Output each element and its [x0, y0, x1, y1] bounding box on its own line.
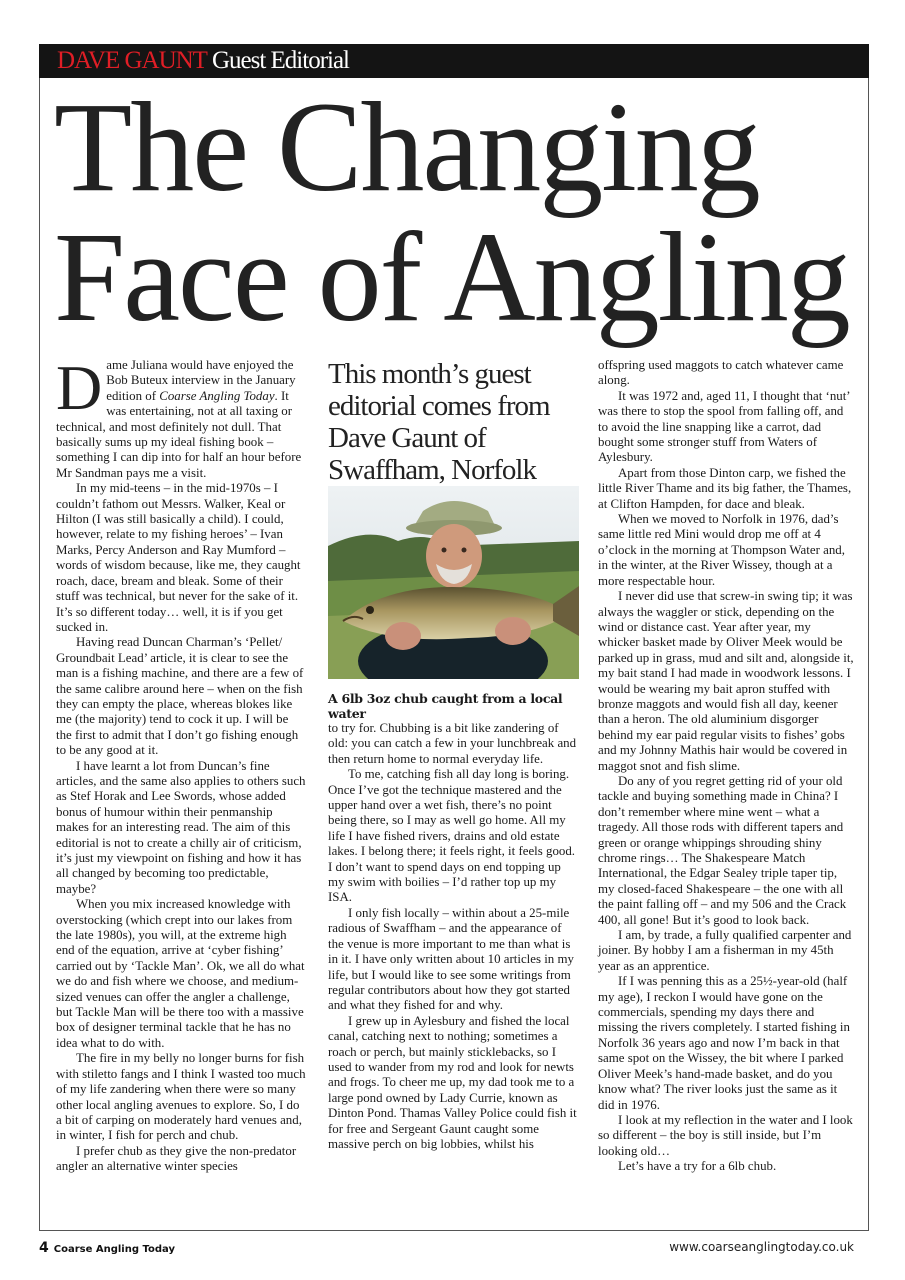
standfirst: This month’s guest editorial comes from Dave Gaunt of Swaffham, Norfolk: [328, 358, 550, 486]
paragraph: In my mid-teens – in the mid-1970s – I couldn’t fathom out Messrs. Walker, Keal or Hilton (I was still basically a child). I could, however, relate to my fishing heroes’ – Ivan Marks, Percy Anderson and Ray Mumford – words of wisdom because, like me, they caught roach, dace, bream and bleak. Some of their stuff was technical, but never for the sake of it. It’s so different today… well, it is if you get sucked in.: [56, 481, 301, 634]
chub-photo: [328, 486, 579, 679]
paragraph: Dame Juliana would have enjoyed the Bob Buteux interview in the January edition of Coarse Angling Today. It was entertaining, not at all taxing or technical, and most definitely not dull. That basically sums up my ideal fishing book – something I can dip into for half an hour before Mr Sandman pays me a visit.: [56, 352, 302, 480]
paragraph: Having read Duncan Charman’s ‘Pellet/ Groundbait Lead’ article, it is clear to see the man is a fishing machine, and there are a few of the same calibre around here – when on the fish they can empty the place, whereas blokes like me (the majority) tend to cock it up. I will be the first to admit that I don’t go fishing enough to be any good at it.: [56, 635, 304, 758]
paragraph: Do any of you regret getting rid of your old tackle and buying something made in China? I don’t remember where mine went – what a tragedy. All those rods with different tapers and green or orange whippings shrouding shiny chrome rings… The Shakespeare Match International, the Edgar Sealey triple taper tip, my closed-faced Shakespeare – the one with all the paint falling off – and my 506 and the Crack 400, all gone! But it’s good to look back.: [598, 773, 847, 927]
paragraph: The fire in my belly no longer burns for fish with stiletto fangs and I think I wasted too much of my life zandering when there were so many other local angling avenues to explore. So, I do a bit of carping on moderately hard venues and, in winter, I fish for perch and chub.: [56, 1051, 306, 1143]
paragraph: Let’s have a try for a 6lb chub.: [618, 1159, 777, 1174]
headline-line-1: The Changing: [54, 76, 759, 218]
paragraph: I grew up in Aylesbury and fished the local canal, catching next to nothing; sometimes a roach or perch, but mainly sticklebacks, so I used to wander from my rod and look for newts and frogs. To cheer me up, my dad took me to a large pond owned by Lady Currie, known as Dinton Pond. Thamas Valley Police could fish it for free and Sergeant Gaunt caught some massive perch on big lobbies, whilst his: [328, 1013, 577, 1151]
section-header: [39, 44, 869, 78]
paragraph: I have learnt a lot from Duncan’s fine articles, and the same also applies to others such as Stef Horak and Lee Swords, whose added bonus of humour within their penmanship makes for an interesting read. The aim of this editorial is not to create a chilly air of criticism, it’s just my viewpoint on fishing and how it has all changed by becoming too predictable, maybe?: [56, 758, 306, 896]
magazine-name: Coarse Angling Today: [53, 1244, 175, 1255]
page-number: 4: [39, 1240, 49, 1256]
drop-cap: D: [56, 352, 103, 423]
photo-caption: A 6lb 3oz chub caught from a local water: [328, 691, 563, 721]
paragraph: Apart from those Dinton carp, we fished the little River Thame and its big father, the Thames, at Clifton Hampden, for dace and bleak.: [598, 465, 852, 511]
article-column-3: [598, 358, 854, 1175]
headline-line-2: Face of Angling: [54, 206, 849, 348]
paragraph: I only fish locally – within about a 25-mile radious of Swaffham – and the appearance of the venue is more important to me than what is in it. I have only written about 10 articles in my life, but I would like to see some writings from regular contributors about how they got started and what they fished for and why.: [328, 905, 574, 1013]
paragraph: to try for. Chubbing is a bit like zandering of old: you can catch a few in your lunchbreak and then return home to normal everyday life.: [328, 721, 577, 766]
paragraph: When we moved to Norfolk in 1976, dad’s same little red Mini would drop me off at 4 o’clock in the morning at Thompson Water and, in the winter, at the River Wissey, though at a more respectable hour.: [598, 512, 845, 588]
paragraph: I prefer chub as they give the non-predator angler an alternative winter species: [56, 1143, 297, 1174]
paragraph: When you mix increased knowledge with overstocking (which crept into our lakes from the late 1980s), you will, at the extreme high end of the equation, arrive at ‘cyber fishing’ carried out by ‘Tackle Man’. Ok, we all do what we do and fish where we choose, and medium-sized venues can offer the angler a challenge, but Tackle Man will be there too with a massive box of designer terminal tackle that he has no idea what to do with.: [56, 897, 305, 1050]
section-label: Guest Editorial: [211, 47, 350, 74]
article-column-1: [56, 352, 307, 1175]
paragraph: I am, by trade, a fully qualified carpenter and joiner. By hobby I am a fisherman in my 45th year as an apprentice.: [598, 928, 852, 973]
footer-url[interactable]: www.coarseanglingtoday.co.uk: [669, 1240, 854, 1254]
paragraph: To me, catching fish all day long is boring. Once I’ve got the technique mastered and the upper hand over a wet fish, there’s no point being there, so I may as well go home. All my life I have fished rivers, drains and old estate lakes. I belong there; it feels right, it feels good. I don’t want to spend days on end topping up my swim with boilies – I’d rather top up my ISA.: [328, 767, 575, 905]
headline: [54, 76, 864, 348]
paragraph: offspring used maggots to catch whatever came along.: [598, 358, 844, 388]
paragraph: If I was penning this as a 25½-year-old (half my age), I reckon I would have gone on the commercials, spending my days there and missing the rivers completely. I started fishing in Norfolk 36 years ago and now I’m back in that same spot on the Wissey, the bit where I parked Oliver Meek’s hand-made basket, and do you know what? The river looks just the same as it did in 1976.: [598, 974, 850, 1112]
footer-page-info: [39, 1240, 175, 1256]
author-name: DAVE GAUNT: [57, 47, 207, 74]
paragraph: It was 1972 and, aged 11, I thought that ‘nut’ was there to stop the spool from falling off, and to avoid the line snapping like a carrot, dad bought some stronger stuff from Waters of Aylesbury.: [598, 388, 850, 465]
article-column-2: [328, 358, 579, 1152]
paragraph: I never did use that screw-in swing tip; it was always the waggler or stick, depending on the wind or distance cast. Year after year, my whicker basket made by Oliver Meek would be parked up in grass, mud and silt and, alongside it, my bait stand I had made in woodwork lessons. I would be wearing my bait apron stuffed with bronze maggots and would fish all day, keener than a heron. The old aluminium disgorger behind my ear paid regular visits to fishes’ gobs and my Johnny Mathis hair would be covered in maggot snot and fish slime.: [598, 589, 854, 773]
angler-with-chub-image: [328, 486, 579, 679]
paragraph: I look at my reflection in the water and I look so different – the boy is still inside, but I’m looking old…: [598, 1112, 853, 1158]
magazine-title-italic: Coarse Angling Today: [159, 388, 275, 403]
